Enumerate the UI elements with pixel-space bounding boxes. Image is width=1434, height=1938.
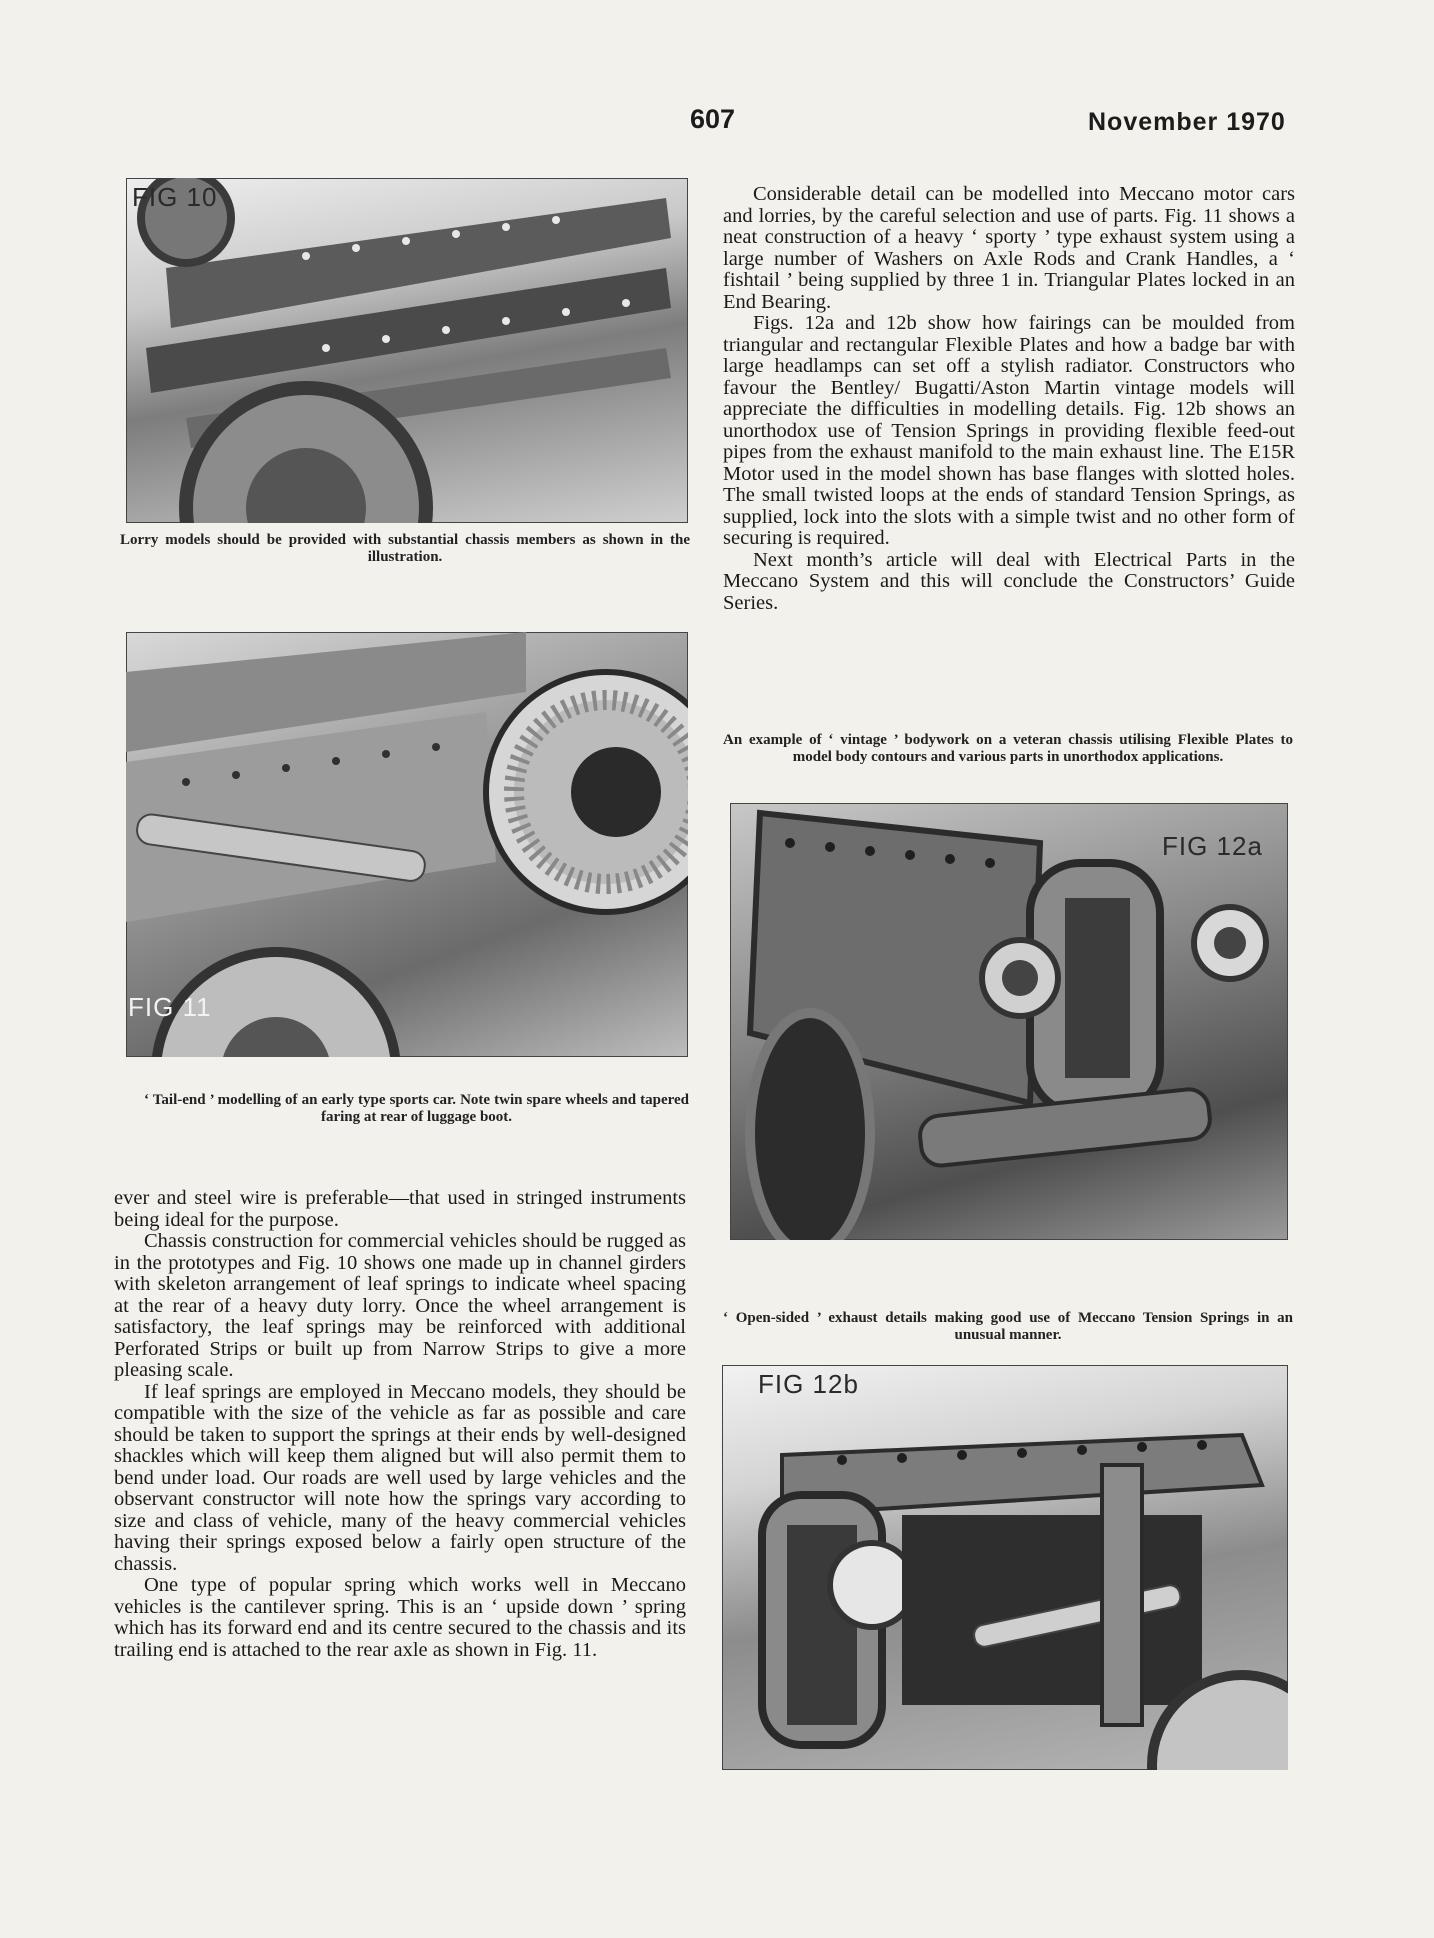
- fig11-caption: ‘ Tail-end ’ modelling of an early type sports car. Note twin spare wheels and tapered faring at rear of luggage boot.: [144, 1092, 689, 1125]
- issue-date: November 1970: [1088, 108, 1286, 136]
- fig11-photo: [126, 632, 688, 1057]
- fig12b-caption: ‘ Open-sided ’ exhaust details making good use of Meccano Tension Springs in an unusual manner.: [723, 1310, 1293, 1343]
- fig12a-label: FIG 12a: [1162, 831, 1263, 861]
- left-paragraph-2: Chassis construction for commercial vehicles should be rugged as in the prototypes and Fig. 10 shows one made up in channel girders with skeleton arrangement of leaf springs to indicate wheel spacing at the rear of a heavy duty lorry. Once the wheel arrangement is satisfactory, the leaf springs may be reinforced with additional Perforated Strips or built up from Narrow Strips to give a more pleasing scale.: [114, 1230, 686, 1381]
- fig11-label: FIG 11: [128, 992, 212, 1022]
- left-paragraph-3: If leaf springs are employed in Meccano models, they should be compatible with the size of the vehicle as far as possible and care should be taken to support the springs at their ends by well-designed shackles which will keep them aligned but will also permit them to bend under load. Our roads are well used by large vehicles and the observant constructor will note how the springs vary according to size and class of vehicle, many of the heavy commercial vehicles having their springs exposed below a fairly open structure of the chassis.: [114, 1380, 686, 1575]
- right-paragraph-2: Figs. 12a and 12b show how fairings can be moulded from triangular and rectangular Flexible Plates and how a badge bar with large headlamps can set off a stylish radiator. Constructors who favour the Bentley/ Bugatti/Aston Martin vintage models will appreciate the difficulties in modelling details. Fig. 12b shows an unorthodox use of Tension Springs in providing flexible feed-out pipes from the exhaust manifold to the main exhaust line. The E15R Motor used in the model shown has base flanges with slotted holes. The small twisted loops at the ends of standard Tension Springs, as supplied, lock into the slots with a simple twist and no other form of securing is required.: [723, 312, 1295, 549]
- left-column-text: [114, 1188, 686, 1661]
- left-paragraph-4: One type of popular spring which works well in Meccano vehicles is the cantilever spring. This is an ‘ upside down ’ spring which has its forward end and its centre secured to the chassis and its trailing end is attached to the rear axle as shown in Fig. 11.: [114, 1574, 686, 1661]
- right-column-text: [723, 184, 1295, 614]
- fig12b-illustration: [722, 1365, 1288, 1770]
- fig12a-caption: An example of ‘ vintage ’ bodywork on a veteran chassis utilising Flexible Plates to model body contours and various parts in unorthodox applications.: [723, 732, 1293, 765]
- fig12a-photo: [730, 803, 1288, 1240]
- left-paragraph-1: ever and steel wire is preferable—that used in stringed instruments being ideal for the purpose.: [114, 1187, 686, 1231]
- right-paragraph-3: Next month’s article will deal with Electrical Parts in the Meccano System and this will conclude the Constructors’ Guide Series.: [723, 548, 1295, 614]
- fig10-illustration: [126, 178, 688, 523]
- fig10-photo: [126, 178, 688, 523]
- fig12a-illustration: [730, 803, 1288, 1240]
- fig12b-photo: [722, 1365, 1288, 1770]
- right-paragraph-1: Considerable detail can be modelled into Meccano motor cars and lorries, by the careful selection and use of parts. Fig. 11 shows a neat construction of a heavy ‘ sporty ’ type exhaust system using a large number of Washers on Axle Rods and Crank Handles, a ‘ fishtail ’ being supplied by three 1 in. Triangular Plates locked in an End Bearing.: [723, 183, 1295, 313]
- fig10-caption: Lorry models should be provided with substantial chassis members as shown in the illustration.: [120, 532, 690, 565]
- fig10-label: FIG 10: [132, 182, 218, 212]
- page-number: 607: [690, 104, 736, 134]
- fig12b-label: FIG 12b: [758, 1369, 859, 1399]
